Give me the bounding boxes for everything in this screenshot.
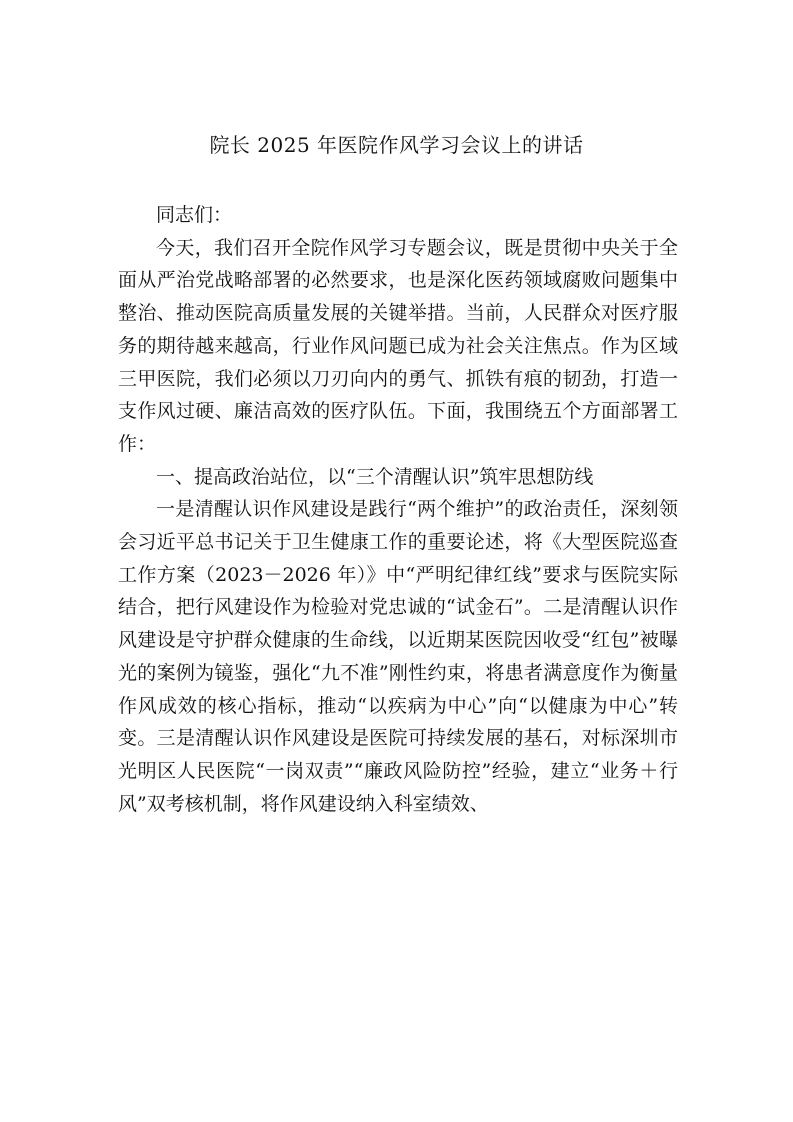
intro-paragraph: 今天，我们召开全院作风学习专题会议，既是贯彻中央关于全面从严治党战略部署的必然要求，也是深化医药领域腐败问题集中整治、推动医院高质量发展的关键举措。当前，人民群众对医疗服务的期待越来越高，行业作风问题已成为社会关注焦点。作为区域三甲医院，我们必须以刀刃向内的勇气、抓铁有痕的韧劲，打造一支作风过硬、廉洁高效的医疗队伍。下面，我围绕五个方面部署工作： — [118, 236, 678, 455]
section-heading-1: 一、提高政治站位，以“三个清醒认识”筑牢思想防线 — [156, 465, 594, 488]
document-title: 院长 2025 年医院作风学习会议上的讲话 — [209, 133, 584, 157]
document-body — [118, 199, 678, 820]
salutation: 同志们： — [156, 204, 233, 226]
section-1-paragraph: 一是清醒认识作风建设是践行“两个维护”的政治责任，深刻领会习近平总书记关于卫生健康工作的重要论述，将《大型医院巡查工作方案（2023－2026 年）》中“严明纪律红线”要求与医院实际结合，把行风建设作为检验对党忠诚的“试金石”。二是清醒认识作风建设是守护群众健康的生命线，以近期某医院因收受“红包”被曝光的案例为镜鉴，强化“九不准”刚性约束，将患者满意度作为衡量作风成效的核心指标，推动“以疾病为中心”向“以健康为中心”转变。三是清醒认识作风建设是医院可持续发展的基石，对标深圳市光明区人民医院“一岗双责”“廉政风险防控”经验，建立“业务＋行风”双考核机制，将作风建设纳入科室绩效、 — [118, 498, 678, 815]
